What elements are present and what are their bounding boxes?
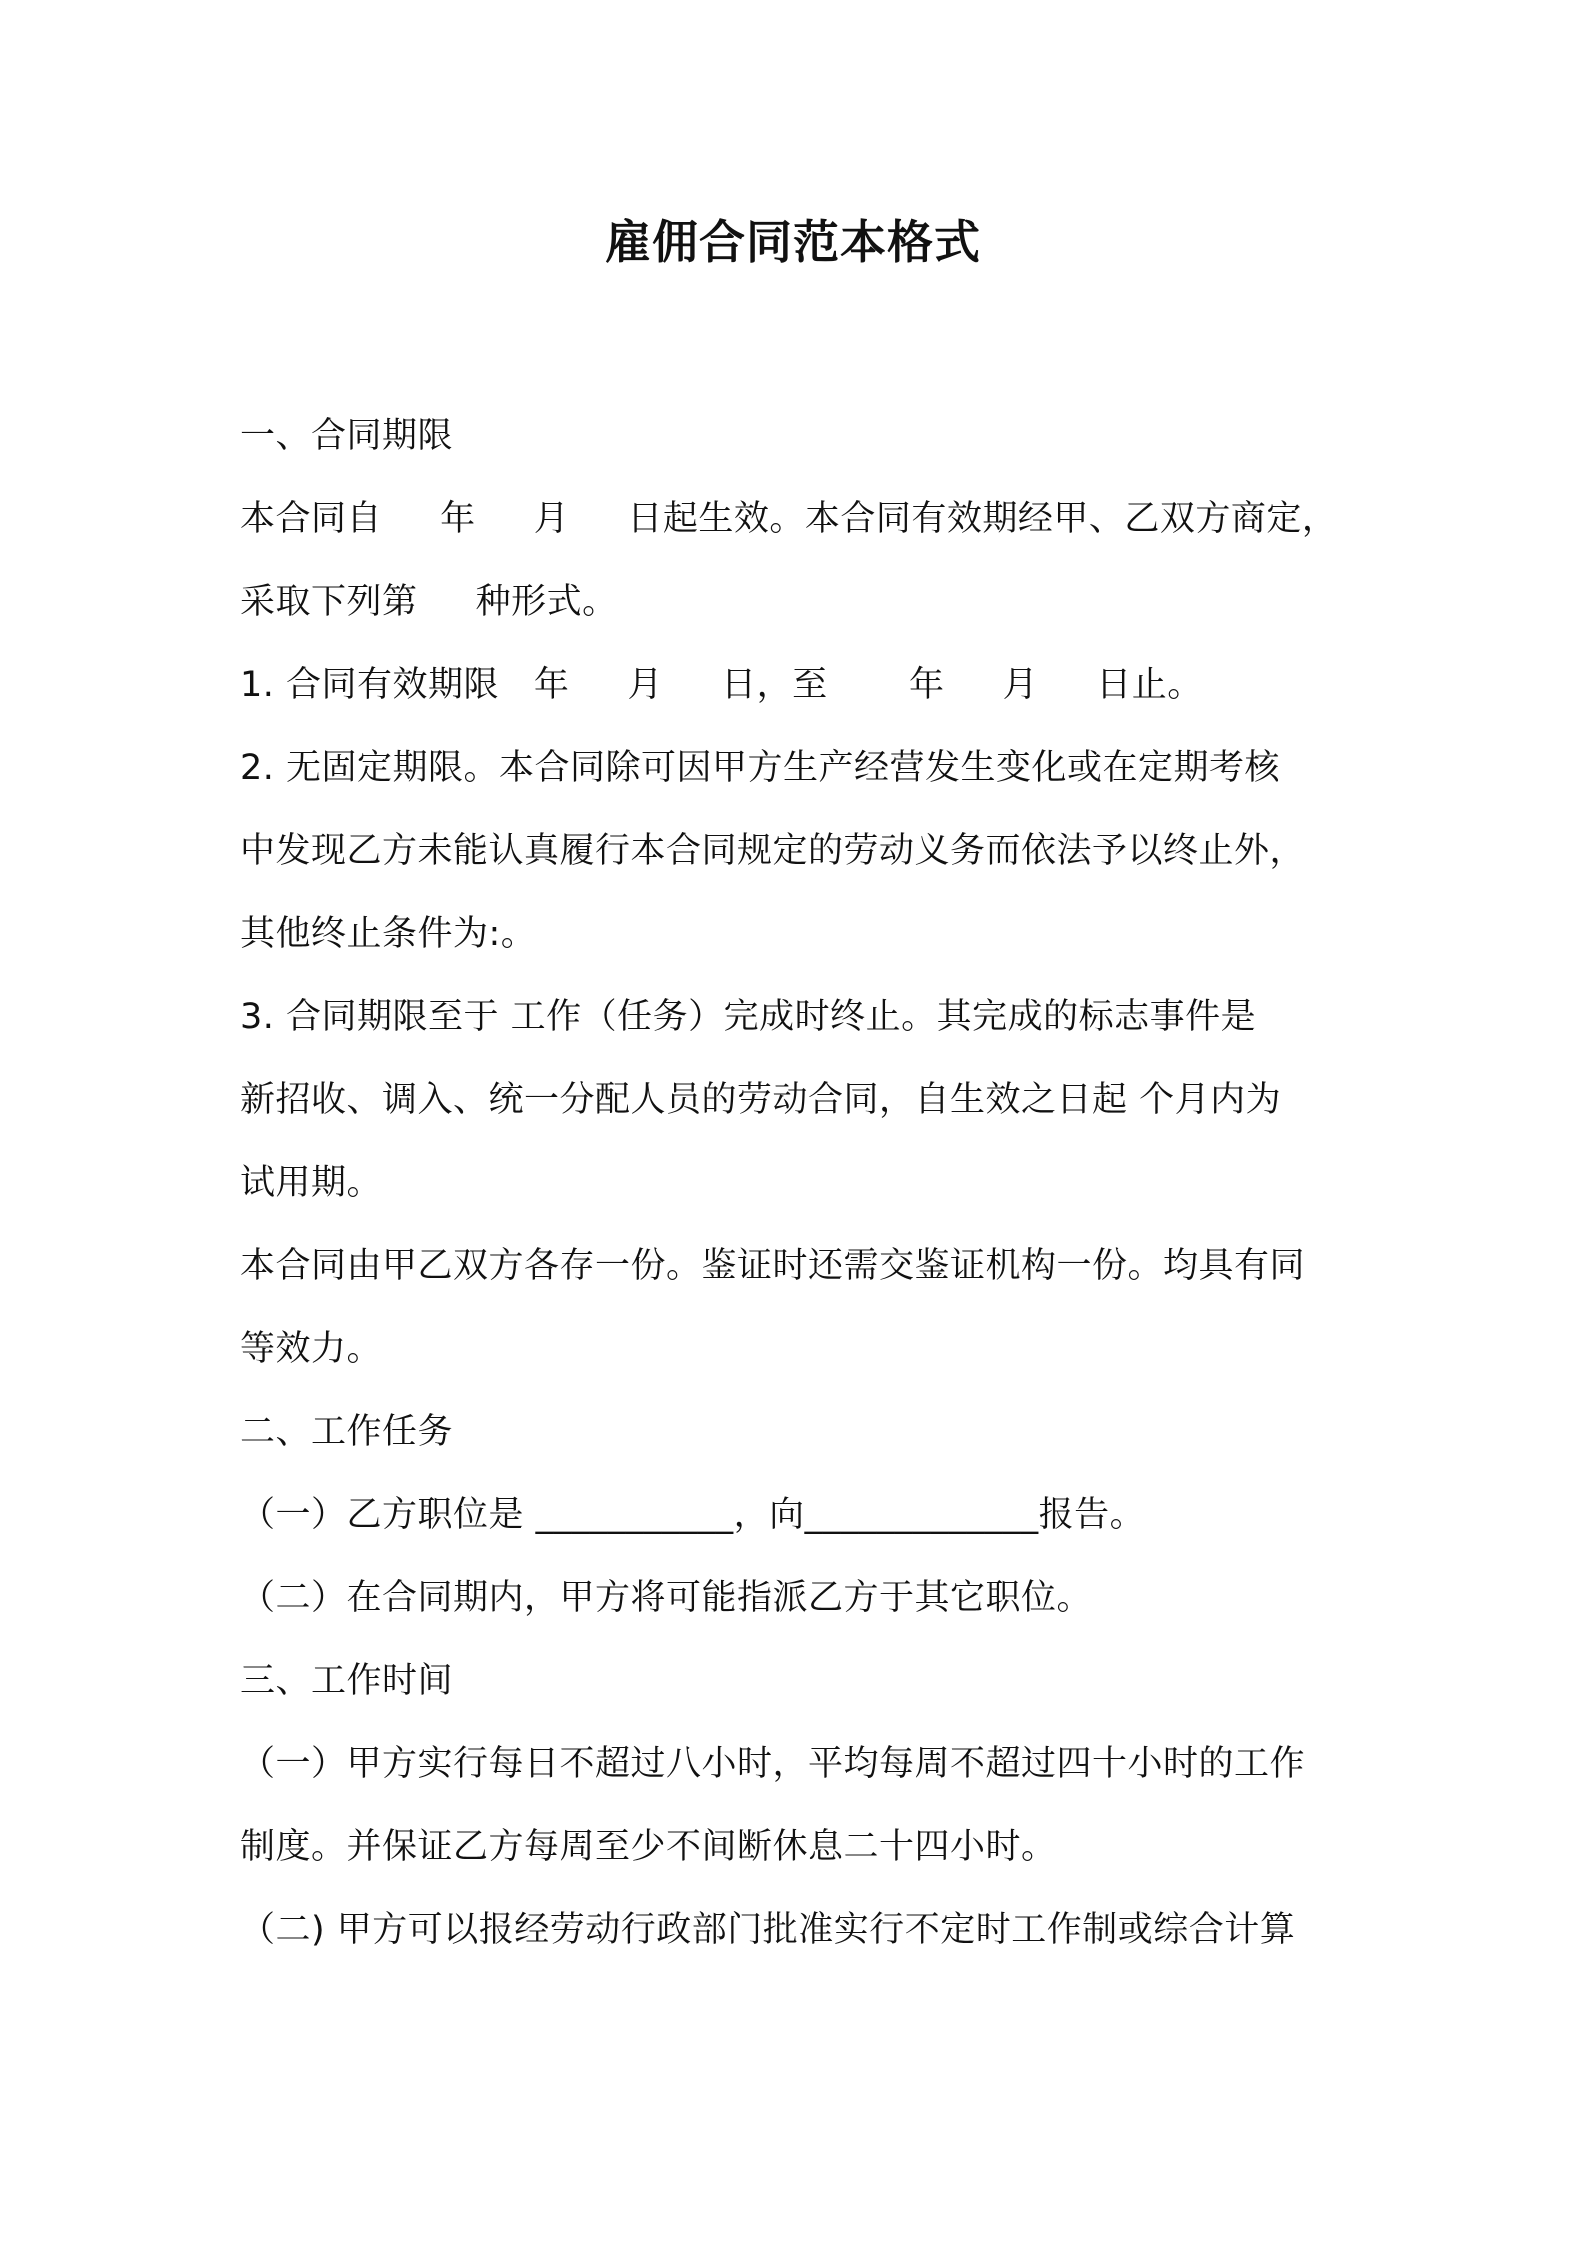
paragraph-line: （一）甲方实行每日不超过八小时，平均每周不超过四十小时的工作 <box>240 1744 1306 1784</box>
paragraph-line: 本合同自 年 月 日起生效。本合同有效期经甲、乙双方商定， <box>240 499 1338 539</box>
paragraph-line: 采取下列第 种形式。 <box>240 582 618 622</box>
paragraph-line: 3. 合同期限至于 工作（任务）完成时终止。其完成的标志事件是 <box>240 997 1257 1037</box>
paragraph-line: 本合同由甲乙双方各存一份。鉴证时还需交鉴证机构一份。均具有同 <box>240 1246 1306 1286</box>
section-heading-contract-term: 一、合同期限 <box>240 416 454 456</box>
paragraph-line: 2. 无固定期限。本合同除可因甲方生产经营发生变化或在定期考核 <box>240 748 1281 788</box>
paragraph-line: 其他终止条件为:。 <box>240 914 537 954</box>
paragraph-line: （二) 甲方可以报经劳动行政部门批准实行不定时工作制或综合计算 <box>240 1910 1296 1950</box>
paragraph-line: 1. 合同有效期限 年 月 日，至 年 月 日止。 <box>240 665 1203 705</box>
paragraph-line: 等效力。 <box>240 1329 383 1369</box>
paragraph-line: 新招收、调入、统一分配人员的劳动合同，自生效之日起 个月内为 <box>240 1080 1282 1120</box>
section-heading-work-time: 三、工作时间 <box>240 1661 454 1701</box>
document-title: 雇佣合同范本格式 <box>605 215 981 269</box>
paragraph-line: 试用期。 <box>240 1163 383 1203</box>
section-heading-work-task: 二、工作任务 <box>240 1412 454 1452</box>
paragraph-line: （二）在合同期内，甲方将可能指派乙方于其它职位。 <box>240 1578 1093 1618</box>
paragraph-line: （一）乙方职位是 ___________，向_____________报告。 <box>240 1495 1146 1535</box>
paragraph-line: 制度。并保证乙方每周至少不间断休息二十四小时。 <box>240 1827 1057 1867</box>
paragraph-line: 中发现乙方未能认真履行本合同规定的劳动义务而依法予以终止外， <box>240 831 1306 871</box>
